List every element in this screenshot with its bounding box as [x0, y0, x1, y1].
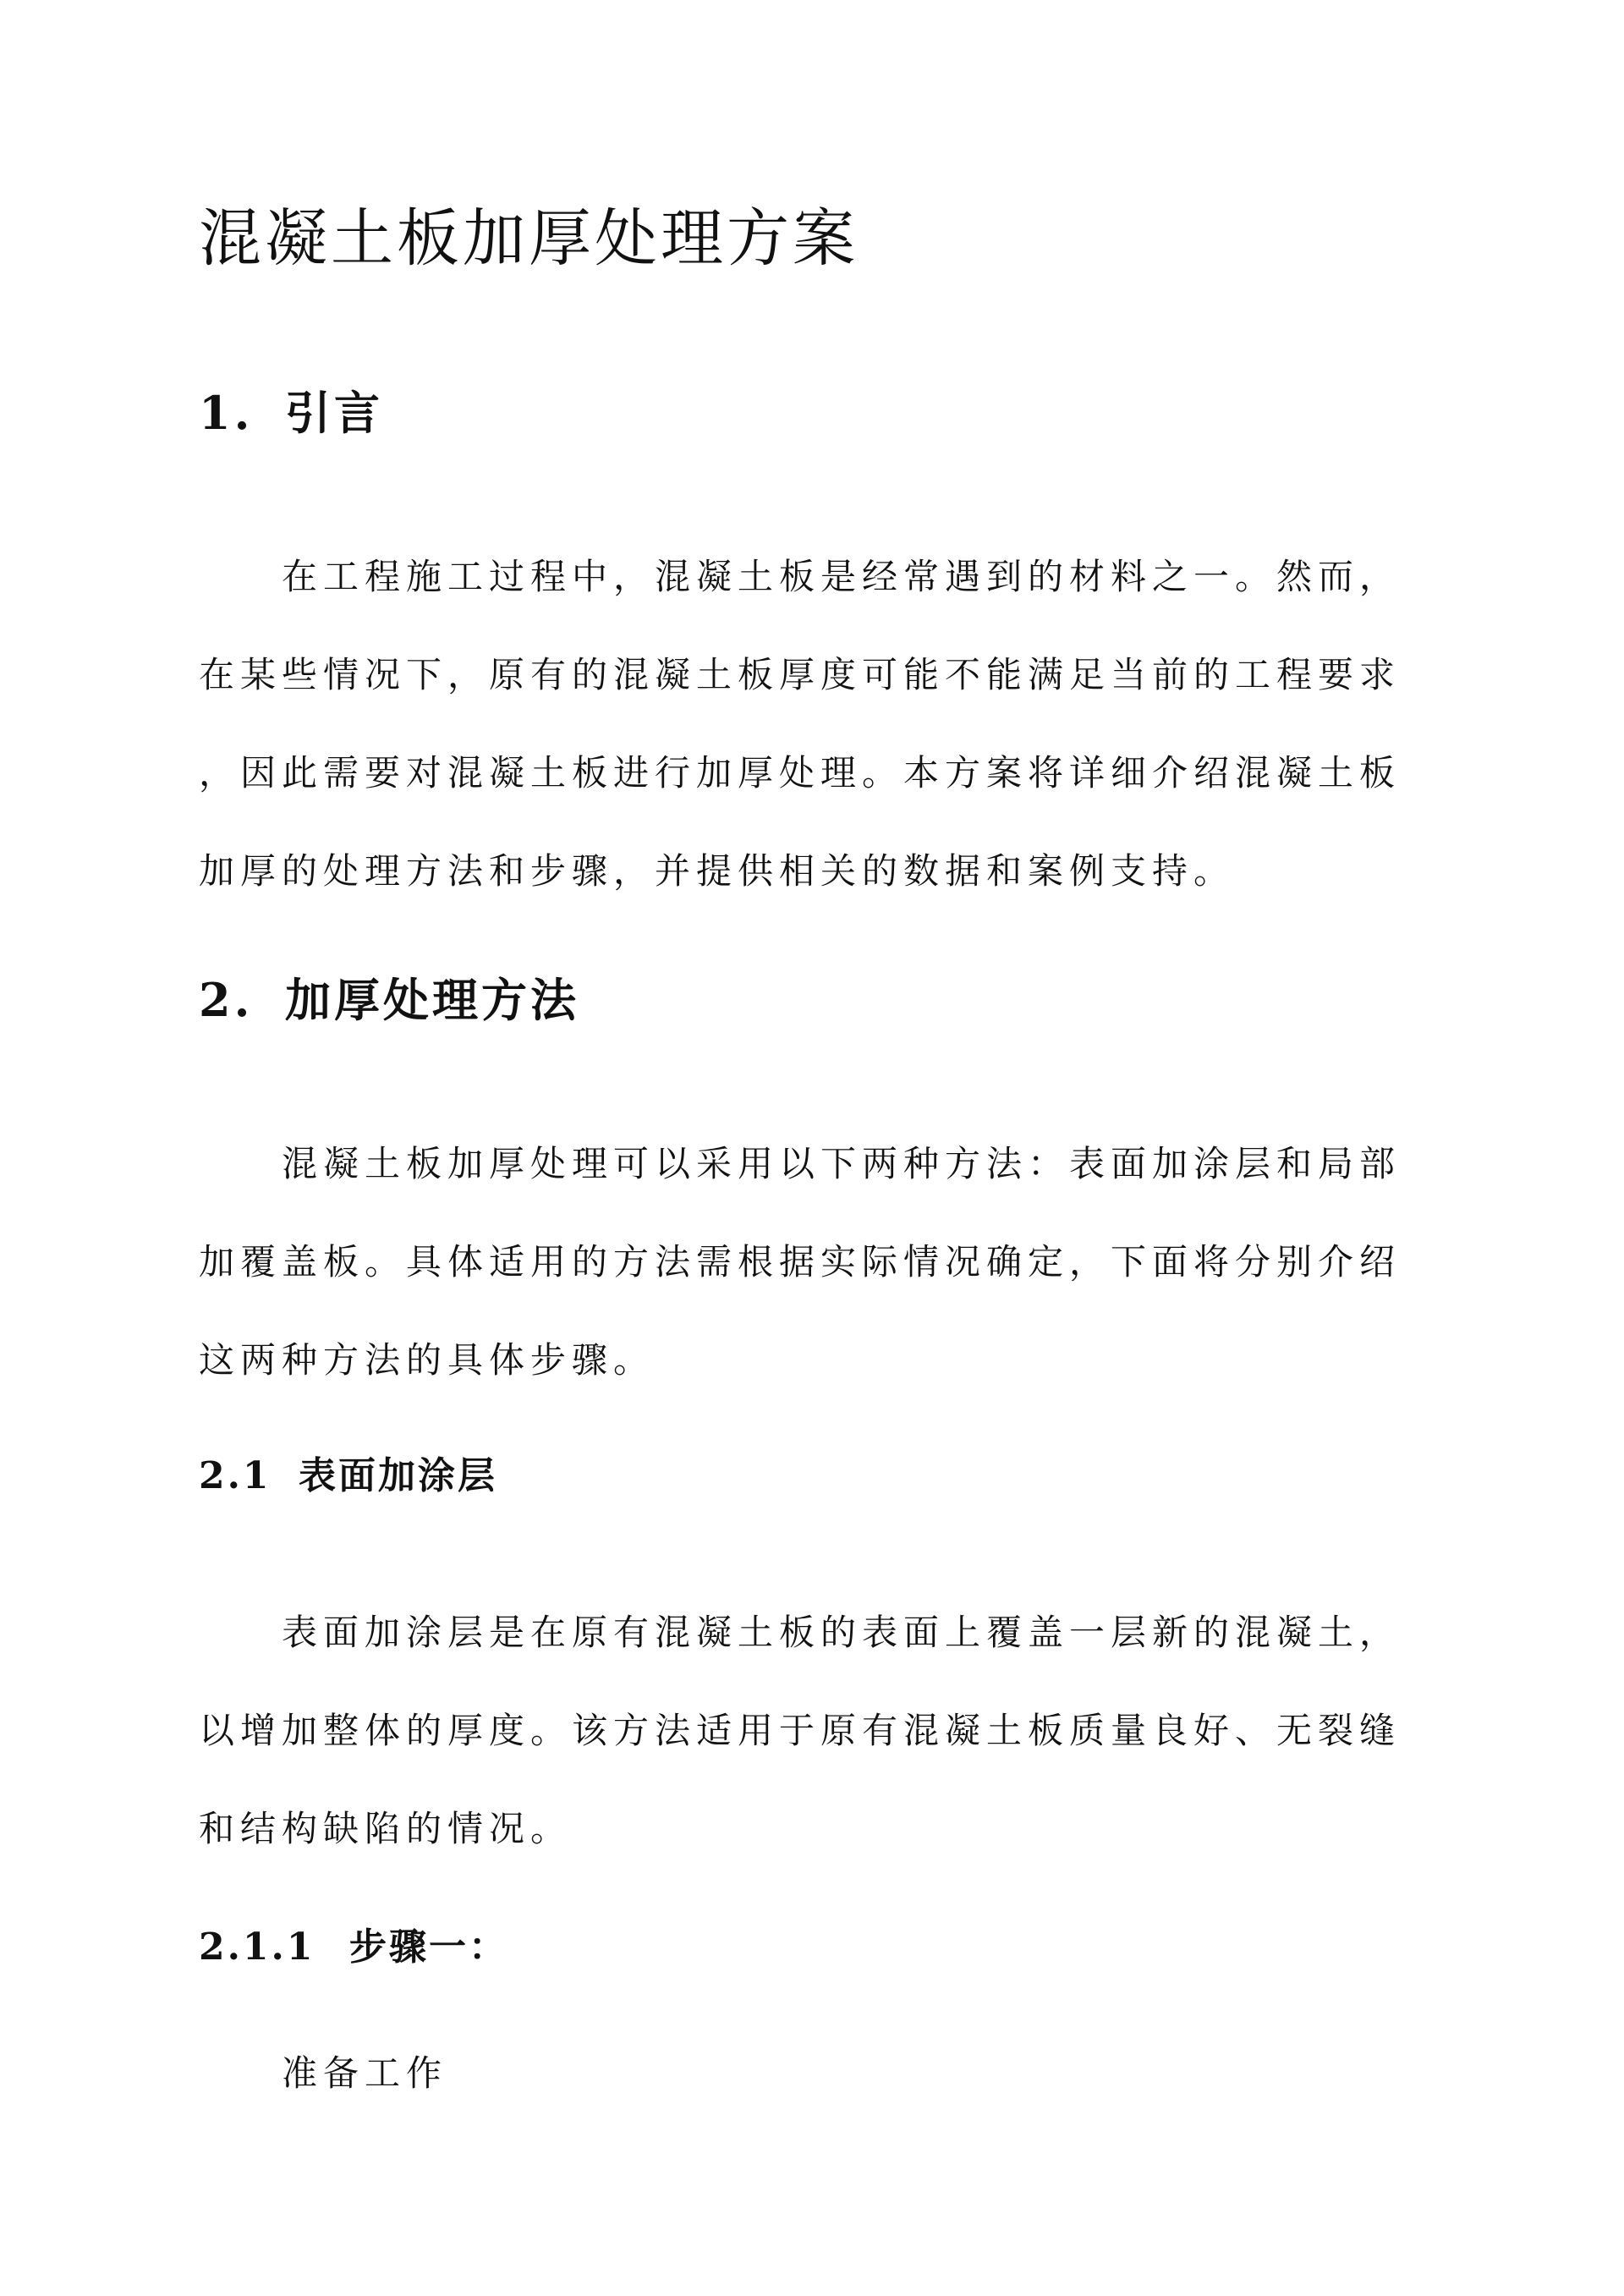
section-heading: [199, 379, 1425, 447]
subsubsection-title: 步骤一：: [349, 1925, 508, 1969]
section-number: 1.: [199, 386, 254, 440]
subsection-number: 2.1: [199, 1454, 272, 1497]
paragraph-line: 和结构缺陷的情况。: [199, 1808, 573, 1849]
paragraph-line: 在工程施工过程中，混凝土板是经常遇到的材料之一。然而，: [282, 556, 1402, 597]
subsubsection-number: 2.1.1: [199, 1925, 315, 1969]
subsection-paragraph: [199, 1584, 1425, 1878]
paragraph-line: 混凝土板加厚处理可以采用以下两种方法：表面加涂层和局部: [282, 1143, 1402, 1184]
paragraph-line: 表面加涂层是在原有混凝土板的表面上覆盖一层新的混凝土，: [282, 1612, 1402, 1653]
subsection-title: 表面加涂层: [299, 1454, 497, 1497]
subsubsection-heading: [199, 1922, 1425, 1973]
paragraph-line: 加厚的处理方法和步骤，并提供相关的数据和案例支持。: [199, 850, 1236, 892]
subsection-heading: [199, 1451, 1425, 1502]
paragraph-line: 在某些情况下，原有的混凝土板厚度可能不能满足当前的工程要求: [199, 654, 1402, 695]
paragraph-line: ，因此需要对混凝土板进行加厚处理。本方案将详细介绍混凝土板: [199, 752, 1402, 794]
section-number: 2.: [199, 973, 254, 1027]
section-title: 加厚处理方法: [285, 973, 579, 1027]
paragraph-line: 加覆盖板。具体适用的方法需根据实际情况确定，下面将分别介绍: [199, 1241, 1402, 1283]
document-title: 混凝土板加厚处理方案: [199, 202, 859, 275]
section-paragraph: [199, 1115, 1425, 1409]
section-paragraph: [199, 528, 1425, 920]
section-heading: [199, 966, 1425, 1034]
section-title: 引言: [285, 386, 383, 440]
paragraph-line: 准备工作: [282, 2052, 448, 2094]
paragraph-line: 这两种方法的具体步骤。: [199, 1339, 656, 1381]
paragraph-line: 以增加整体的厚度。该方法适用于原有混凝土板质量良好、无裂缝: [199, 1710, 1402, 1751]
subsubsection-paragraph: [199, 2024, 1425, 2123]
